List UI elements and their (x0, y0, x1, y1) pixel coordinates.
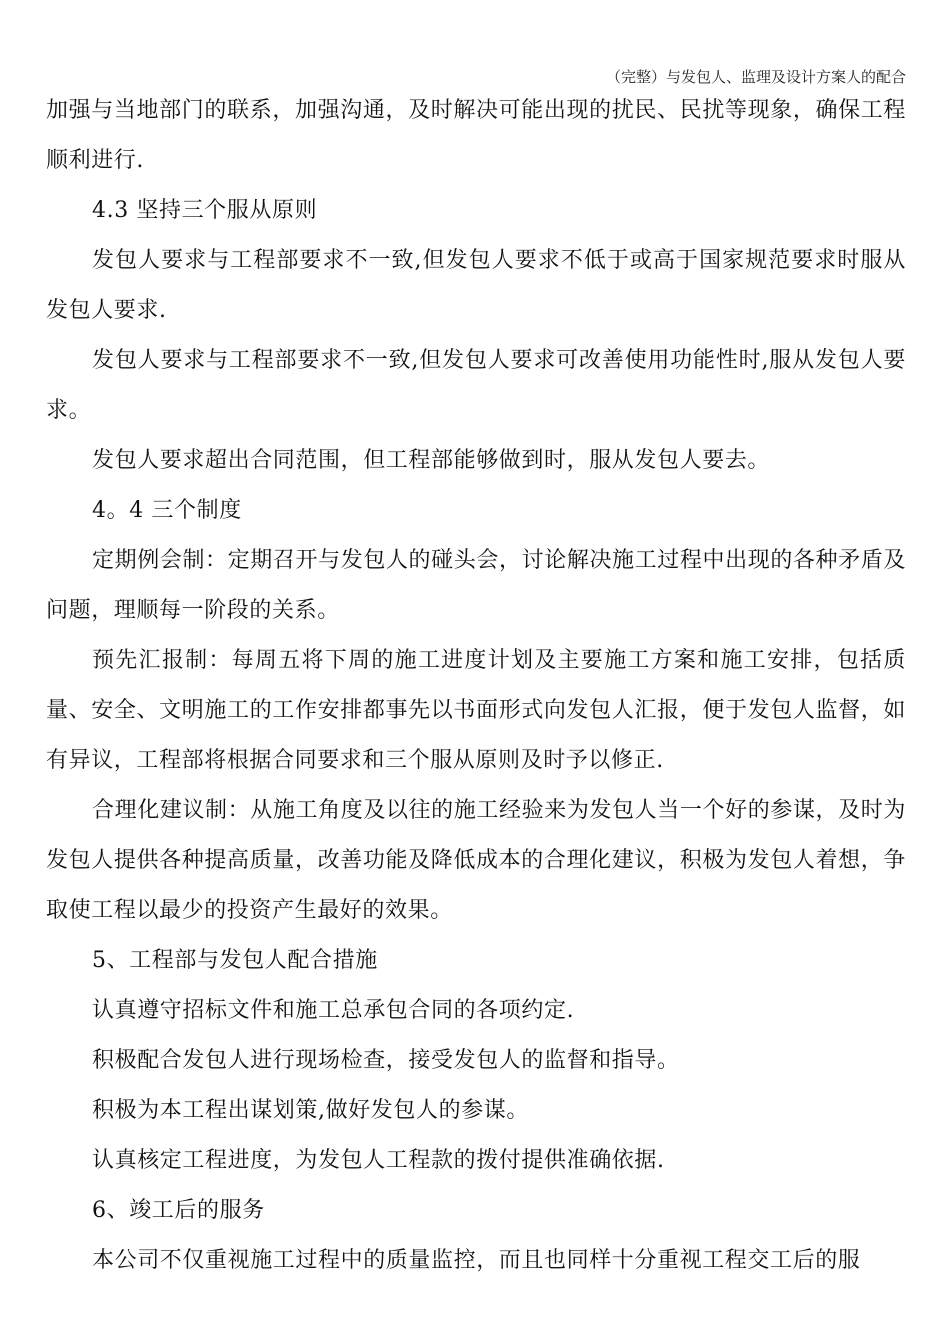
paragraph-7: 合理化建议制：从施工角度及以往的施工经验来为发包人当一个好的参谋，及时为发包人提供各种提高质量，改善功能及降低成本的合理化建议，积极为发包人着想，争取使工程以最少的投资产生最好的效果。 (46, 798, 906, 923)
page-header: （完整）与发包人、监理及设计方案人的配合 (605, 68, 906, 86)
section-heading-5: 5、工程部与发包人配合措施 (92, 948, 378, 973)
section-heading-4-3: 4.3 坚持三个服从原则 (92, 198, 318, 223)
paragraph-8: 认真遵守招标文件和施工总承包合同的各项约定. (92, 998, 575, 1023)
paragraph-10: 积极为本工程出谋划策,做好发包人的参谋。 (92, 1098, 529, 1123)
paragraph-2: 发包人要求与工程部要求不一致,但发包人要求不低于或高于国家规范要求时服从发包人要求. (46, 248, 906, 323)
document-body (46, 86, 906, 1286)
paragraph-4: 发包人要求超出合同范围，但工程部能够做到时，服从发包人要去。 (92, 448, 771, 473)
paragraph-1: 加强与当地部门的联系，加强沟通，及时解决可能出现的扰民、民扰等现象，确保工程顺利进行. (46, 98, 906, 173)
paragraph-5: 定期例会制：定期召开与发包人的碰头会，讨论解决施工过程中出现的各种矛盾及问题，理顺每一阶段的关系。 (46, 548, 906, 623)
paragraph-6: 预先汇报制：每周五将下周的施工进度计划及主要施工方案和施工安排，包括质量、安全、文明施工的工作安排都事先以书面形式向发包人汇报，便于发包人监督，如有异议，工程部将根据合同要求和三个服从原则及时予以修正. (46, 648, 906, 773)
section-heading-4-4: 4。4 三个制度 (92, 498, 242, 523)
paragraph-11: 认真核定工程进度，为发包人工程款的拨付提供准确依据. (92, 1148, 665, 1173)
section-heading-6: 6、竣工后的服务 (92, 1198, 265, 1223)
paragraph-9: 积极配合发包人进行现场检查，接受发包人的监督和指导。 (92, 1048, 680, 1073)
paragraph-3: 发包人要求与工程部要求不一致,但发包人要求可改善使用功能性时,服从发包人要求。 (46, 348, 906, 423)
paragraph-12: 本公司不仅重视施工过程中的质量监控，而且也同样十分重视工程交工后的服 (92, 1248, 861, 1273)
